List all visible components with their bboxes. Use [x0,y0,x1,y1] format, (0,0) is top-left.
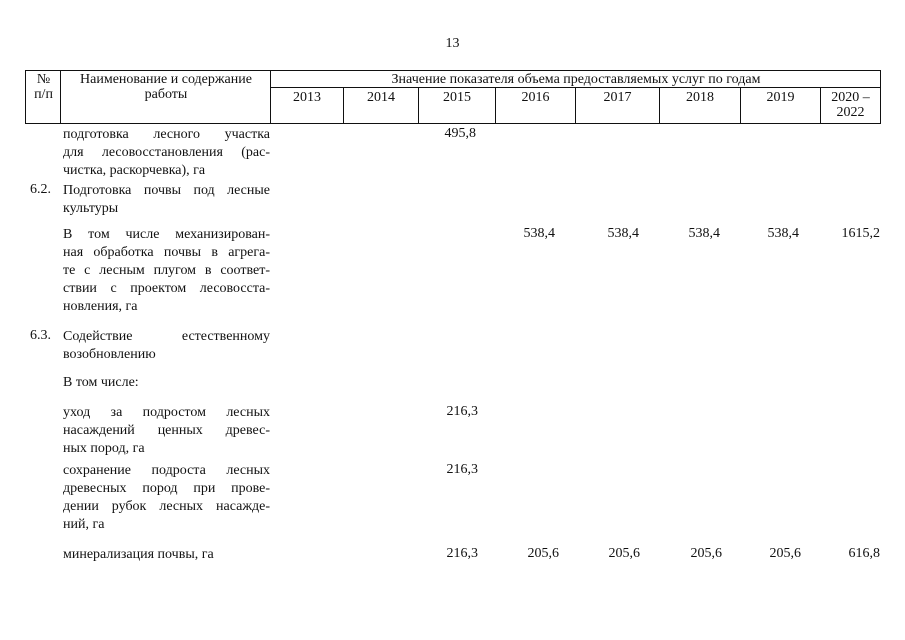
header-num: № п/п [34,72,53,102]
page-number: 13 [445,36,460,51]
value-2020-2022: 1615,2 [841,226,880,241]
header-year: 2013 [293,90,321,105]
header-year: 2014 [367,90,395,105]
value-2018: 538,4 [688,226,720,241]
row-description: подготовка лесного участка для лесовосстановления (рас- чистка, раскорчевка), га [63,127,270,178]
row-number: 6.2. [30,182,51,197]
value-2019: 538,4 [767,226,799,241]
value-2016: 205,6 [527,546,559,561]
row-description: сохранение подроста лесных древесных пород при прове- дении рубок лесных насажде- ний, га [63,463,270,532]
value-2017: 205,6 [608,546,640,561]
value-2019: 205,6 [769,546,801,561]
header-year: 2017 [603,90,632,105]
header-values: Значение показателя объема предоставляемых услуг по годам [391,72,761,87]
row-description: Содействие естественному возобновлению [63,329,270,362]
row-description: Подготовка почвы под лесные культуры [63,183,270,216]
header-year: 2018 [686,90,714,105]
header-year: 2020 – 2022 [831,90,870,120]
value-2015: 216,3 [446,404,478,419]
row-description: В том числе механизирован- ная обработка почвы в агрега- те с лесным плугом в соответ- ствии с проектом лесовосста- новления, га [63,227,270,314]
header-name: Наименование и содержание работы [80,72,252,102]
header-year: 2019 [766,90,795,105]
header-year: 2016 [521,90,550,105]
header-year: 2015 [443,90,471,105]
value-2015: 216,3 [446,546,478,561]
value-2018: 205,6 [690,546,722,561]
value-2016: 538,4 [523,226,555,241]
value-2015: 495,8 [444,126,476,141]
value-2015: 216,3 [446,462,478,477]
row-description: В том числе: [63,375,139,390]
row-description: минерализация почвы, га [63,547,214,562]
value-2017: 538,4 [607,226,639,241]
row-description: уход за подростом лесных насаждений ценных древес- ных пород, га [63,405,270,456]
table-header [25,70,881,124]
value-2020-2022: 616,8 [848,546,880,561]
row-number: 6.3. [30,328,51,343]
